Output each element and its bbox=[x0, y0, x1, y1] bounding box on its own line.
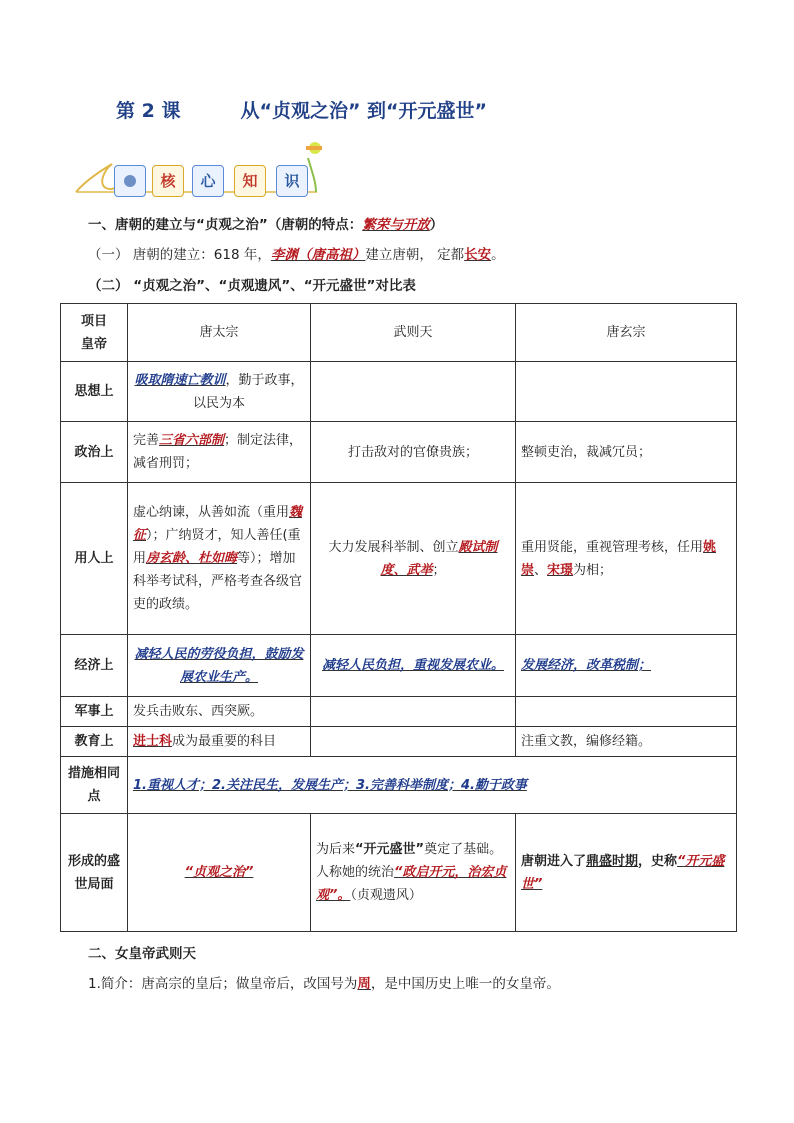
table-cell bbox=[516, 697, 737, 727]
table-row bbox=[61, 757, 737, 814]
section2-heading: 二、女皇帝武则天 bbox=[88, 946, 196, 962]
comparison-table-caption: （二） “贞观之治”、“贞观遗风”、“开元盛世”对比表 bbox=[88, 278, 416, 294]
lesson-topic: 从“贞观之治” 到“开元盛世” bbox=[240, 100, 488, 122]
table-header-row bbox=[61, 304, 737, 362]
row-label: 军事上 bbox=[61, 697, 128, 727]
row-label: 用人上 bbox=[61, 483, 128, 635]
table-cell: “贞观之治” bbox=[128, 814, 311, 932]
dynasty-name-key: 周 bbox=[357, 976, 371, 992]
table-cell bbox=[311, 362, 516, 422]
header-wuzetian: 武则天 bbox=[311, 304, 516, 362]
core-knowledge-banner bbox=[72, 140, 332, 202]
row-label: 思想上 bbox=[61, 362, 128, 422]
table-cell: 唐朝进入了鼎盛时期，史称“开元盛世” bbox=[516, 814, 737, 932]
table-cell: 1.重视人才；2.关注民生，发展生产；3.完善科举制度；4.勤于政事 bbox=[128, 757, 737, 814]
tang-founding-line: （一） 唐朝的建立：618 年，李渊（唐高祖）建立唐朝， 定都长安。 bbox=[88, 247, 505, 263]
banner-char-1: 核 bbox=[152, 165, 184, 197]
table-cell: 注重文教，编修经籍。 bbox=[516, 727, 737, 757]
table-row bbox=[61, 422, 737, 483]
banner-char-4: 识 bbox=[276, 165, 308, 197]
banner-char-2: 心 bbox=[192, 165, 224, 197]
capital-key: 长安 bbox=[464, 247, 492, 263]
comparison-table bbox=[60, 303, 737, 932]
section1-heading: 一、唐朝的建立与“贞观之治”（唐朝的特点：繁荣与开放） bbox=[88, 217, 444, 233]
table-cell: 大力发展科举制、创立殿试制度、武举； bbox=[311, 483, 516, 635]
table-cell: 发兵击败东、西突厥。 bbox=[128, 697, 311, 727]
row-label: 措施相同点 bbox=[61, 757, 128, 814]
table-cell: 发展经济，改革税制； bbox=[516, 635, 737, 697]
wuzetian-intro: 1.简介：唐高宗的皇后；做皇帝后，改国号为周，是中国历史上唯一的女皇帝。 bbox=[88, 976, 560, 992]
table-cell: 减轻人民负担，重视发展农业。 bbox=[311, 635, 516, 697]
table-row bbox=[61, 727, 737, 757]
table-cell: 为后来“开元盛世”奠定了基础。人称她的统治“政启开元，治宏贞观”。（贞观遗风） bbox=[311, 814, 516, 932]
founder-key: 李渊（唐高祖） bbox=[270, 247, 366, 263]
table-cell: 完善三省六部制；制定法律，减省刑罚； bbox=[128, 422, 311, 483]
row-label: 政治上 bbox=[61, 422, 128, 483]
table-row bbox=[61, 483, 737, 635]
table-cell: 虚心纳谏，从善如流（重用魏征）；广纳贤才，知人善任(重用房玄龄、杜如晦等）；增加科举考试科，严格考查各级官吏的政绩。 bbox=[128, 483, 311, 635]
row-label: 教育上 bbox=[61, 727, 128, 757]
table-cell: 重用贤能，重视管理考核，任用姚崇、宋璟为相； bbox=[516, 483, 737, 635]
lesson-number: 第 2 课 bbox=[116, 100, 181, 122]
table-row bbox=[61, 814, 737, 932]
table-cell bbox=[311, 727, 516, 757]
lesson-title bbox=[116, 96, 487, 123]
row-label: 经济上 bbox=[61, 635, 128, 697]
table-row bbox=[61, 362, 737, 422]
banner-char-3: 知 bbox=[234, 165, 266, 197]
table-row bbox=[61, 635, 737, 697]
table-cell bbox=[516, 362, 737, 422]
row-label: 形成的盛世局面 bbox=[61, 814, 128, 932]
header-xuanzong: 唐玄宗 bbox=[516, 304, 737, 362]
corner-cell: 项目 皇帝 bbox=[61, 304, 128, 362]
table-cell: 减轻人民的劳役负担，鼓励发展农业生产。 bbox=[128, 635, 311, 697]
globe-icon bbox=[114, 165, 146, 197]
table-cell: 进士科成为最重要的科目 bbox=[128, 727, 311, 757]
table-cell: 吸取隋速亡教训，勤于政事，以民为本 bbox=[128, 362, 311, 422]
table-cell bbox=[311, 697, 516, 727]
table-cell: 整顿吏治，裁减冗员； bbox=[516, 422, 737, 483]
table-row bbox=[61, 697, 737, 727]
header-taizong: 唐太宗 bbox=[128, 304, 311, 362]
table-cell: 打击敌对的官僚贵族； bbox=[311, 422, 516, 483]
tang-feature-key: 繁荣与开放 bbox=[362, 217, 430, 233]
